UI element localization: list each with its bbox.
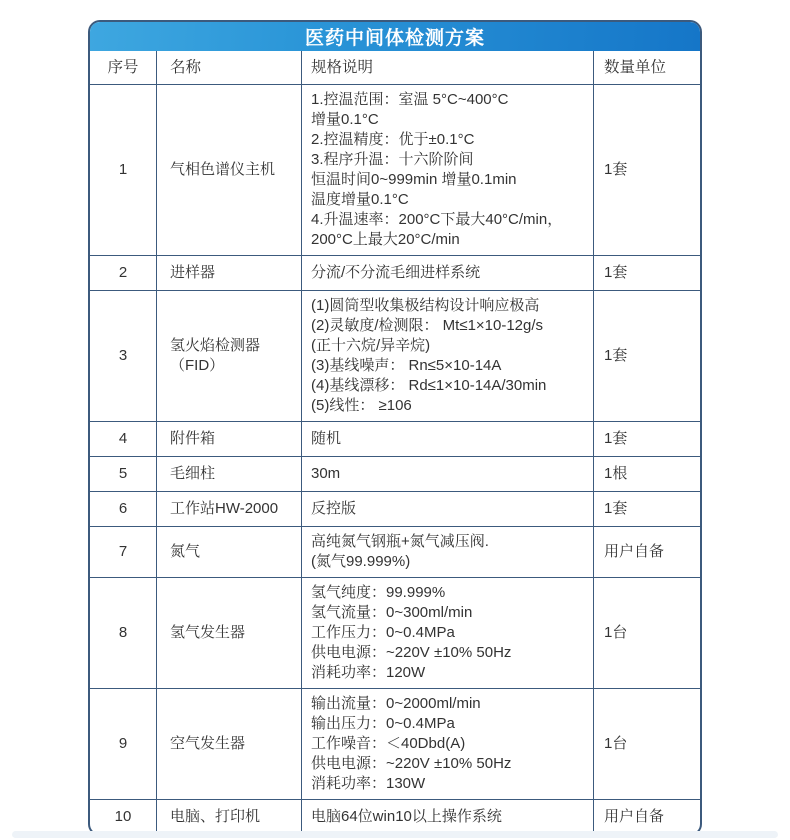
table-row (90, 255, 700, 290)
table-header-row (90, 51, 700, 84)
item-qty-cell: 1套 (593, 422, 700, 456)
item-qty-cell: 用户自备 (593, 800, 700, 834)
item-qty-cell: 用户自备 (593, 527, 700, 577)
spec-line: (正十六烷/异辛烷) (311, 337, 431, 354)
table-row (90, 456, 700, 491)
spec-line: 4.升温速率：200°C下最大40°C/min， (311, 211, 563, 228)
spec-line: (2)灵敏度/检测限： Mt≤1×10-12g/s (311, 317, 544, 334)
item-spec-cell (301, 492, 593, 526)
spec-line: 氢气流量：0~300ml/min (311, 604, 473, 621)
spec-line: 高纯氮气钢瓶+氮气减压阀. (311, 533, 489, 550)
spec-line: 分流/不分流毛细进样系统 (311, 264, 481, 281)
table-row (90, 799, 700, 834)
item-name-cell: 氢火焰检测器（FID） (156, 291, 301, 421)
item-name-cell: 气相色谱仪主机 (156, 85, 301, 255)
bottom-accent-bar (12, 831, 778, 838)
item-spec-cell (301, 527, 593, 577)
spec-line: 随机 (311, 430, 342, 447)
item-spec-cell (301, 291, 593, 421)
header-cell-qty: 数量单位 (593, 51, 700, 84)
spec-line: 200°C上最大20°C/min (311, 231, 460, 248)
row-index-cell: 6 (118, 500, 128, 517)
header-cell-index: 序号 (107, 58, 139, 76)
spec-line: 工作噪音：＜40Dbd(A) (311, 735, 466, 752)
item-name-cell: 毛细柱 (156, 457, 301, 491)
item-spec-cell (301, 457, 593, 491)
item-qty-cell: 1套 (593, 85, 700, 255)
spec-line: (4)基线漂移： Rd≤1×10-14A/30min (311, 377, 547, 394)
spec-line: 反控版 (311, 500, 357, 517)
table-row (90, 577, 700, 688)
item-spec-cell (301, 422, 593, 456)
table-row (90, 421, 700, 456)
page-title: 医药中间体检测方案 (304, 28, 485, 49)
spec-line: (氮气99.999%) (311, 553, 411, 570)
item-name-cell: 氢气发生器 (156, 578, 301, 688)
spec-line: 30m (311, 465, 341, 482)
spec-line: (3)基线噪声： Rn≤5×10-14A (311, 357, 502, 374)
row-index-cell: 4 (118, 430, 128, 447)
item-name-cell: 电脑、打印机 (156, 800, 301, 834)
spec-line: 1.控温范围：室温 5°C~400°C (311, 91, 509, 108)
item-spec-cell (301, 578, 593, 688)
spec-line: 2.控温精度：优于±0.1°C (311, 131, 475, 148)
item-name-cell: 空气发生器 (156, 689, 301, 799)
item-name-cell: 附件箱 (156, 422, 301, 456)
spec-line: 温度增量0.1°C (311, 191, 409, 208)
spec-line: 供电电源：~220V ±10% 50Hz (311, 644, 512, 661)
row-index-cell: 10 (114, 808, 132, 825)
table-body (90, 84, 700, 834)
item-qty-cell: 1台 (593, 578, 700, 688)
item-spec-cell (301, 85, 593, 255)
spec-line: 输出流量：0~2000ml/min (311, 695, 481, 712)
spec-line: 电脑64位win10以上操作系统 (311, 808, 502, 825)
spec-line: 输出压力：0~0.4MPa (311, 715, 455, 732)
item-name-cell: 氮气 (156, 527, 301, 577)
row-index-cell: 7 (118, 543, 128, 560)
spec-line: 增量0.1°C (311, 111, 379, 128)
row-index-cell: 1 (118, 161, 128, 178)
table-title-bar (90, 22, 700, 51)
spec-line: (5)线性： ≥106 (311, 397, 412, 414)
table-row (90, 491, 700, 526)
item-qty-cell: 1套 (593, 492, 700, 526)
row-index-cell: 8 (118, 624, 128, 641)
table-row (90, 84, 700, 255)
spec-line: 氢气纯度：99.999% (311, 584, 446, 601)
table-row (90, 688, 700, 799)
spec-line: 消耗功率：130W (311, 775, 426, 792)
table-row (90, 290, 700, 421)
item-name-cell: 进样器 (156, 256, 301, 290)
spec-line: 供电电源：~220V ±10% 50Hz (311, 755, 512, 772)
item-spec-cell (301, 256, 593, 290)
item-qty-cell: 1台 (593, 689, 700, 799)
spec-line: 工作压力：0~0.4MPa (311, 624, 455, 641)
plan-table-card (88, 20, 702, 836)
row-index-cell: 5 (118, 465, 128, 482)
header-cell-name: 名称 (156, 51, 301, 84)
item-name-cell: 工作站HW-2000 (156, 492, 301, 526)
spec-line: (1)圆筒型收集极结构设计响应极高 (311, 297, 540, 314)
spec-line: 恒温时间0~999min 增量0.1min (311, 171, 517, 188)
item-spec-cell (301, 800, 593, 834)
item-qty-cell: 1套 (593, 291, 700, 421)
item-spec-cell (301, 689, 593, 799)
table-row (90, 526, 700, 577)
spec-line: 消耗功率：120W (311, 664, 426, 681)
item-qty-cell: 1套 (593, 256, 700, 290)
row-index-cell: 3 (118, 347, 128, 364)
item-qty-cell: 1根 (593, 457, 700, 491)
row-index-cell: 9 (118, 735, 128, 752)
spec-line: 3.程序升温：十六阶阶间 (311, 151, 474, 168)
header-cell-spec: 规格说明 (301, 51, 593, 84)
row-index-cell: 2 (118, 264, 128, 281)
